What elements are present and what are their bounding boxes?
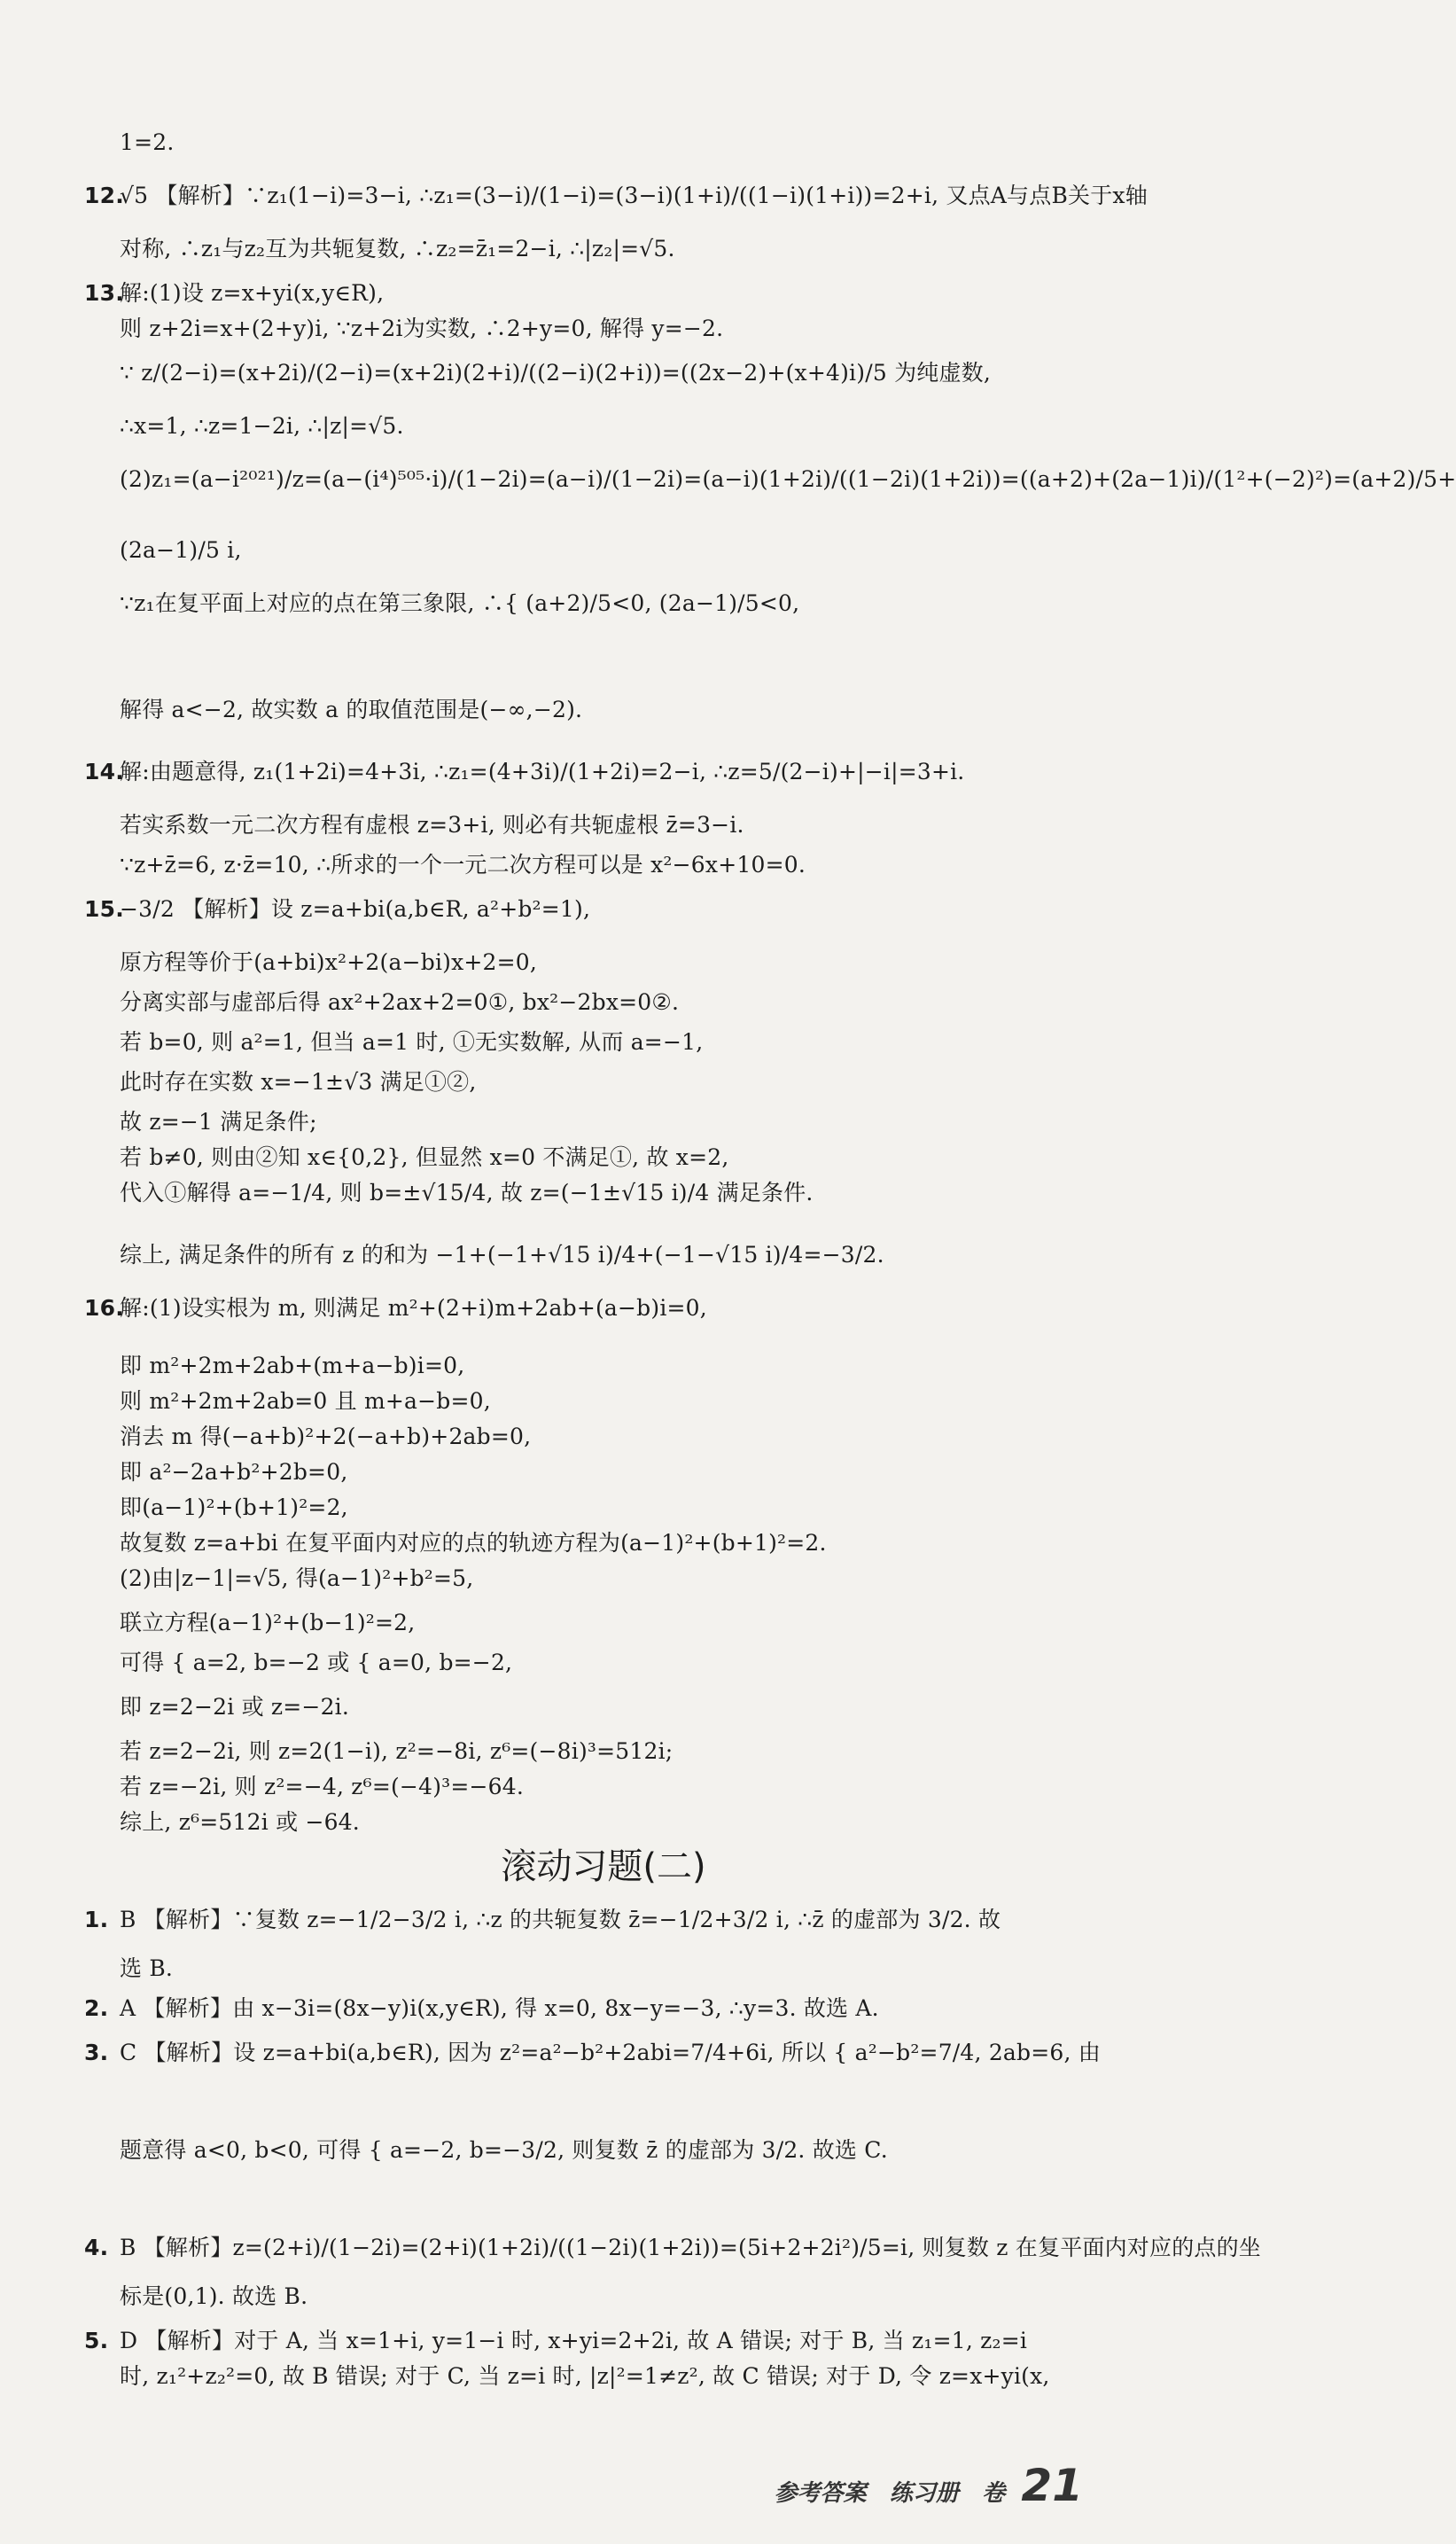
line-text: 标是(0,1). 故选 B. bbox=[120, 2283, 308, 2309]
line-text: D 【解析】对于 A, 当 x=1+i, y=1−i 时, x+yi=2+2i, 故 A 错误; 对于 B, 当 z₁=1, z₂=i bbox=[120, 2328, 1028, 2353]
text-line bbox=[84, 1955, 173, 1983]
text-line bbox=[84, 129, 175, 157]
item-number: 2. bbox=[84, 1995, 109, 2021]
line-text: −3/2 【解析】设 z=a+bi(a,b∈R, a²+b²=1), bbox=[120, 896, 591, 922]
text-line bbox=[84, 2327, 1027, 2355]
text-line bbox=[84, 1143, 729, 1172]
text-line bbox=[84, 696, 582, 724]
line-text: 消去 m 得(−a+b)²+2(−a+b)+2ab=0, bbox=[120, 1424, 532, 1449]
text-line bbox=[84, 1294, 707, 1323]
line-text: B 【解析】∵复数 z=−1/2−3/2 i, ∴z 的共轭复数 z̄=−1/2+3/2 i, ∴z̄ 的虚部为 3/2. 故 bbox=[120, 1907, 1001, 1932]
line-text: 此时存在实数 x=−1±√3 满足①②, bbox=[120, 1069, 477, 1095]
text-line bbox=[84, 1649, 512, 1677]
text-line bbox=[84, 235, 675, 263]
text-line bbox=[84, 1179, 814, 1207]
line-text: 解:(1)设 z=x+yi(x,y∈R), bbox=[120, 280, 385, 306]
text-line bbox=[84, 465, 1456, 494]
line-text: 1=2. bbox=[120, 129, 175, 155]
text-line bbox=[84, 1529, 827, 1557]
line-text: A 【解析】由 x−3i=(8x−y)i(x,y∈R), 得 x=0, 8x−y=−3, ∴y=3. 故选 A. bbox=[120, 1995, 879, 2021]
line-text: 时, z₁²+z₂²=0, 故 B 错误; 对于 C, 当 z=i 时, |z|²=1≠z², 故 C 错误; 对于 D, 令 z=x+yi(x, bbox=[120, 2363, 1050, 2389]
line-text: 代入①解得 a=−1/4, 则 b=±√15/4, 故 z=(−1±√15 i)/4 满足条件. bbox=[120, 1180, 814, 1206]
text-line bbox=[84, 1068, 477, 1096]
footer-label-workbook: 练习册 bbox=[889, 2480, 959, 2507]
line-text: 即 z=2−2i 或 z=−2i. bbox=[120, 1694, 350, 1720]
line-text: 即(a−1)²+(b+1)²=2, bbox=[120, 1494, 348, 1520]
line-text: 选 B. bbox=[120, 1955, 174, 1981]
text-line bbox=[84, 1494, 348, 1522]
line-text: B 【解析】z=(2+i)/(1−2i)=(2+i)(1+2i)/((1−2i)(1+2i))=(5i+2+2i²)/5=i, 则复数 z 在复平面内对应的点的坐 bbox=[120, 2235, 1262, 2260]
text-line bbox=[84, 2136, 888, 2165]
text-line bbox=[84, 1994, 879, 2023]
text-line bbox=[84, 1565, 473, 1593]
text-line bbox=[84, 1773, 524, 1801]
text-line bbox=[84, 1737, 673, 1766]
text-line bbox=[84, 589, 799, 618]
line-text: 即 m²+2m+2ab+(m+a−b)i=0, bbox=[120, 1353, 465, 1378]
section-heading: 滚动习题(二) bbox=[501, 1846, 706, 1887]
footer-label-answers: 参考答案 bbox=[774, 2480, 867, 2507]
item-number: 16. bbox=[84, 1295, 124, 1321]
line-text: 分离实部与虚部后得 ax²+2ax+2=0①, bx²−2bx=0②. bbox=[120, 989, 680, 1015]
text-line bbox=[84, 182, 1148, 210]
line-text: 题意得 a<0, b<0, 可得 { a=−2, b=−3/2, 则复数 z̄ 的虚部为 3/2. 故选 C. bbox=[120, 2137, 888, 2163]
text-line bbox=[84, 412, 404, 441]
page-footer bbox=[759, 2460, 1083, 2511]
text-line bbox=[84, 1241, 884, 1269]
line-text: C 【解析】设 z=a+bi(a,b∈R), 因为 z²=a²−b²+2abi=7/4+6i, 所以 { a²−b²=7/4, 2ab=6, 由 bbox=[120, 2040, 1101, 2065]
line-text: 则 m²+2m+2ab=0 且 m+a−b=0, bbox=[120, 1388, 491, 1414]
item-number: 1. bbox=[84, 1907, 109, 1932]
text-line bbox=[84, 2234, 1261, 2262]
item-number: 14. bbox=[84, 759, 124, 784]
line-text: 若 z=−2i, 则 z²=−4, z⁶=(−4)³=−64. bbox=[120, 1774, 525, 1799]
line-text: (2a−1)/5 i, bbox=[120, 537, 242, 563]
line-text: 综上, z⁶=512i 或 −64. bbox=[120, 1809, 360, 1835]
item-number: 5. bbox=[84, 2328, 109, 2353]
text-line bbox=[84, 758, 964, 786]
item-number: 12. bbox=[84, 183, 124, 208]
text-line bbox=[84, 1458, 347, 1487]
line-text: ∵z+z̄=6, z·z̄=10, ∴所求的一个一元二次方程可以是 x²−6x+10=0. bbox=[120, 852, 806, 878]
line-text: ∵z₁在复平面上对应的点在第三象限, ∴{ (a+2)/5<0, (2a−1)/5<0, bbox=[120, 590, 800, 616]
line-text: 解:(1)设实根为 m, 则满足 m²+(2+i)m+2ab+(a−b)i=0, bbox=[120, 1295, 707, 1321]
text-line bbox=[84, 1108, 317, 1136]
line-text: 综上, 满足条件的所有 z 的和为 −1+(−1+√15 i)/4+(−1−√15 i)/4=−3/2. bbox=[120, 1242, 884, 1268]
footer-label-volume: 卷 bbox=[982, 2480, 1006, 2507]
line-text: ∴x=1, ∴z=1−2i, ∴|z|=√5. bbox=[120, 413, 404, 439]
text-line bbox=[84, 359, 991, 387]
line-text: 解:由题意得, z₁(1+2i)=4+3i, ∴z₁=(4+3i)/(1+2i)=2−i, ∴z=5/(2−i)+|−i|=3+i. bbox=[120, 759, 965, 784]
line-text: (2)z₁=(a−i²⁰²¹)/z=(a−(i⁴)⁵⁰⁵·i)/(1−2i)=(a−i)/(1−2i)=(a−i)(1+2i)/((1−2i)(1+2i))=((a+2)+(2a−1)i)/(1²+(−2)²)=(a+2)/5+ bbox=[120, 466, 1456, 492]
text-line bbox=[84, 1609, 415, 1637]
text-line bbox=[84, 948, 537, 977]
line-text: 故 z=−1 满足条件; bbox=[120, 1109, 317, 1135]
line-text: 故复数 z=a+bi 在复平面内对应的点的轨迹方程为(a−1)²+(b+1)²=2. bbox=[120, 1530, 827, 1556]
line-text: 原方程等价于(a+bi)x²+2(a−bi)x+2=0, bbox=[120, 949, 538, 975]
text-line bbox=[84, 536, 242, 565]
line-text: 对称, ∴z₁与z₂互为共轭复数, ∴z₂=z̄₁=2−i, ∴|z₂|=√5. bbox=[120, 236, 675, 261]
line-text: 若 z=2−2i, 则 z=2(1−i), z²=−8i, z⁶=(−8i)³=512i; bbox=[120, 1738, 673, 1764]
item-number: 3. bbox=[84, 2040, 109, 2065]
text-line bbox=[84, 1906, 1001, 1934]
line-text: 即 a²−2a+b²+2b=0, bbox=[120, 1459, 348, 1485]
text-line bbox=[84, 2362, 1050, 2391]
text-line bbox=[84, 1387, 491, 1416]
line-text: ∵ z/(2−i)=(x+2i)/(2−i)=(x+2i)(2+i)/((2−i)(2+i))=((2x−2)+(x+4)i)/5 为纯虚数, bbox=[120, 360, 992, 386]
text-line bbox=[84, 851, 806, 879]
line-text: 解得 a<−2, 故实数 a 的取值范围是(−∞,−2). bbox=[120, 697, 583, 722]
text-line bbox=[84, 1693, 349, 1721]
line-text: 联立方程(a−1)²+(b−1)²=2, bbox=[120, 1610, 416, 1635]
text-line bbox=[84, 2283, 308, 2311]
text-line bbox=[84, 1028, 703, 1057]
text-line bbox=[84, 1352, 464, 1380]
text-line bbox=[84, 315, 723, 343]
line-text: 若 b≠0, 则由②知 x∈{0,2}, 但显然 x=0 不满足①, 故 x=2, bbox=[120, 1144, 729, 1170]
item-number: 13. bbox=[84, 280, 124, 306]
line-text: (2)由|z−1|=√5, 得(a−1)²+b²=5, bbox=[120, 1565, 474, 1591]
line-text: 若实系数一元二次方程有虚根 z=3+i, 则必有共轭虚根 z̄=3−i. bbox=[120, 812, 744, 838]
text-line bbox=[84, 1423, 531, 1451]
text-line bbox=[84, 811, 744, 839]
line-text: 若 b=0, 则 a²=1, 但当 a=1 时, ①无实数解, 从而 a=−1, bbox=[120, 1029, 704, 1055]
item-number: 15. bbox=[84, 896, 124, 922]
text-line bbox=[84, 895, 590, 924]
page-number: 21 bbox=[1021, 2460, 1083, 2511]
item-number: 4. bbox=[84, 2235, 109, 2260]
line-text: 可得 { a=2, b=−2 或 { a=0, b=−2, bbox=[120, 1650, 513, 1675]
text-line bbox=[84, 279, 384, 308]
line-text: 则 z+2i=x+(2+y)i, ∵z+2i为实数, ∴2+y=0, 解得 y=−2. bbox=[120, 316, 724, 341]
line-text: √5 【解析】∵z₁(1−i)=3−i, ∴z₁=(3−i)/(1−i)=(3−i)(1+i)/((1−i)(1+i))=2+i, 又点A与点B关于x轴 bbox=[120, 183, 1148, 208]
text-line bbox=[84, 1808, 360, 1837]
text-line bbox=[84, 988, 679, 1017]
text-line bbox=[84, 2039, 1101, 2067]
